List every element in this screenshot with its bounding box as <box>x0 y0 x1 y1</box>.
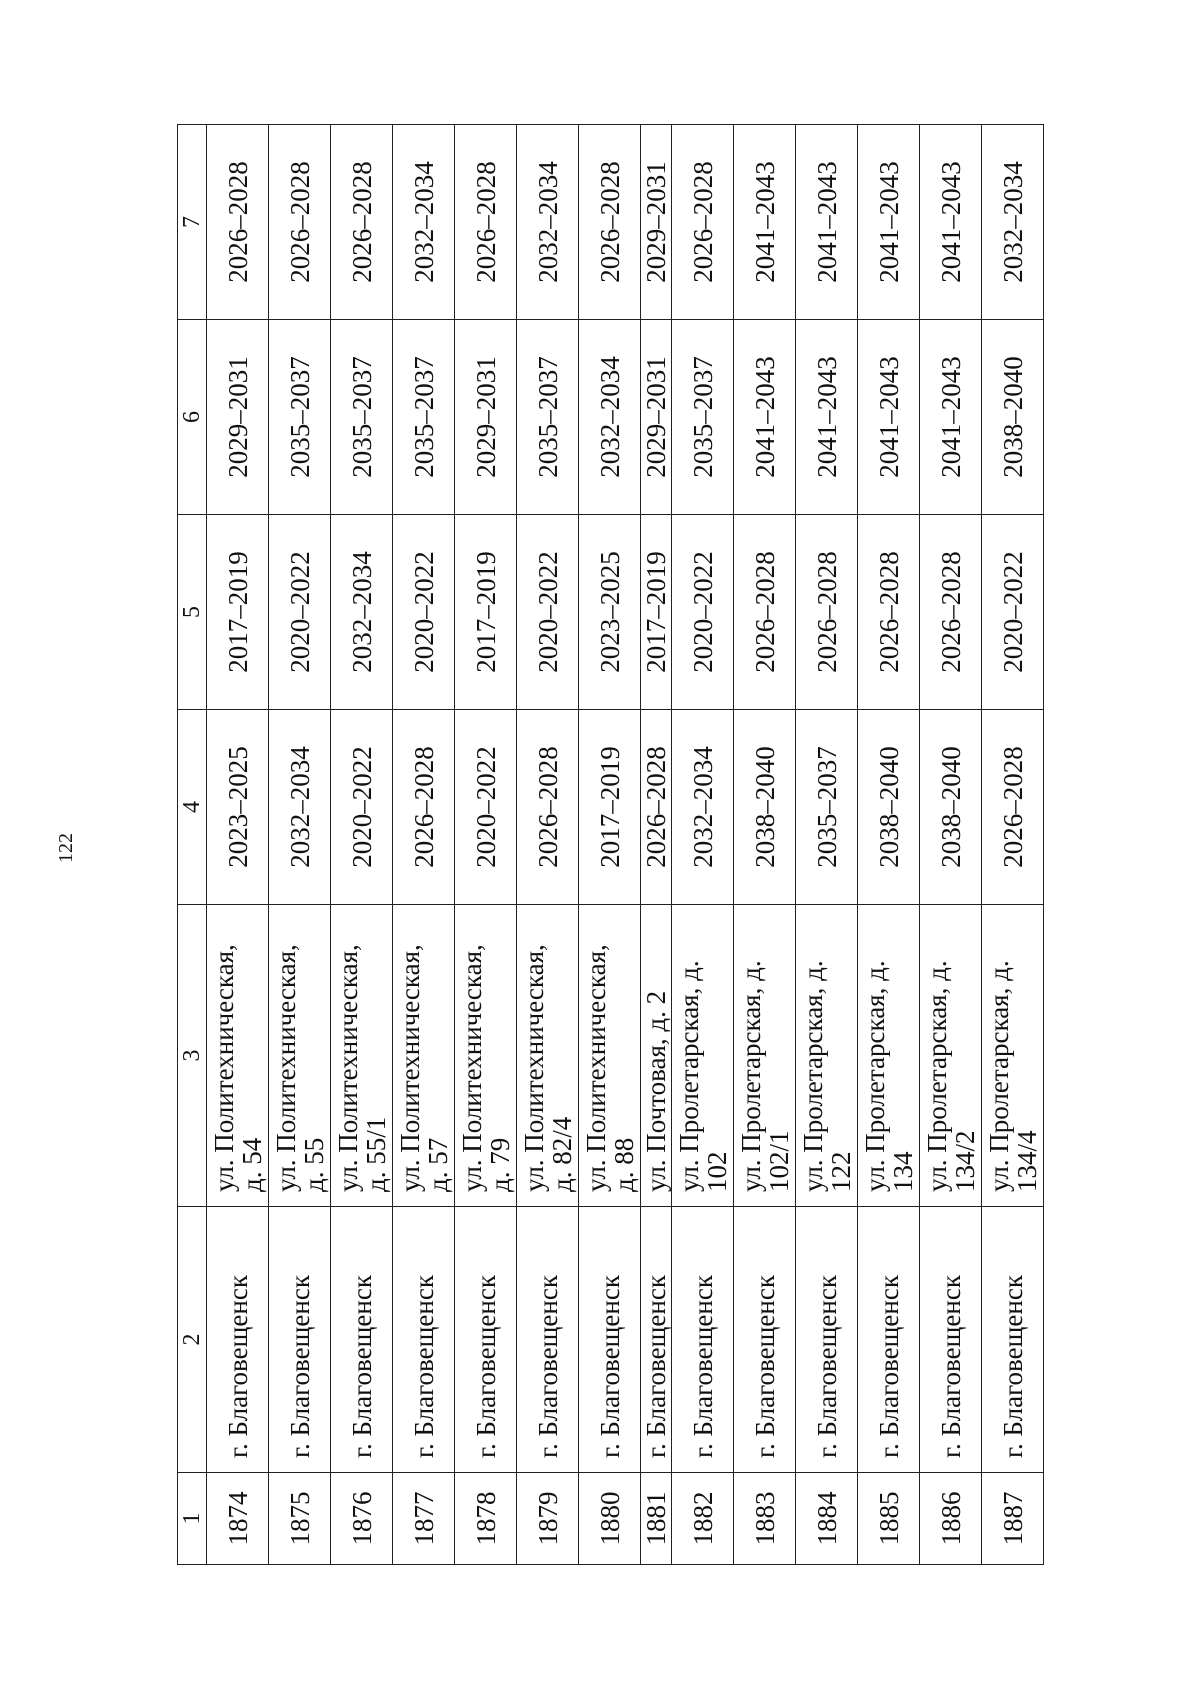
period-col6-cell: 2032–2034 <box>579 320 641 515</box>
row-number: 1884 <box>796 1473 858 1565</box>
row-number: 1875 <box>269 1473 331 1565</box>
address-cell: ул. Пролетарская, д. 102/1 <box>734 905 796 1207</box>
period-col5-cell: 2017–2019 <box>641 515 672 710</box>
header-cell-1: 1 <box>178 1473 207 1565</box>
table-row <box>579 125 641 1565</box>
table-row <box>269 125 331 1565</box>
period-col4-cell: 2026–2028 <box>641 710 672 905</box>
city-cell: г. Благовещенск <box>982 1207 1044 1473</box>
period-col5-cell: 2026–2028 <box>734 515 796 710</box>
period-col4-cell: 2035–2037 <box>796 710 858 905</box>
period-col5-cell: 2023–2025 <box>579 515 641 710</box>
row-number: 1876 <box>331 1473 393 1565</box>
period-col5-cell: 2026–2028 <box>858 515 920 710</box>
period-col6-cell: 2029–2031 <box>207 320 269 515</box>
city-cell: г. Благовещенск <box>269 1207 331 1473</box>
period-col5-cell: 2020–2022 <box>982 515 1044 710</box>
rotated-table-container <box>177 125 1177 1565</box>
period-col6-cell: 2041–2043 <box>734 320 796 515</box>
table-row <box>455 125 517 1565</box>
address-cell: ул. Политехническая, д. 82/4 <box>517 905 579 1207</box>
period-col4-cell: 2026–2028 <box>982 710 1044 905</box>
row-number: 1885 <box>858 1473 920 1565</box>
schedule-table <box>177 124 1044 1565</box>
period-col4-cell: 2038–2040 <box>734 710 796 905</box>
row-number: 1886 <box>920 1473 982 1565</box>
table-row <box>207 125 269 1565</box>
period-col5-cell: 2020–2022 <box>393 515 455 710</box>
address-cell: ул. Политехническая, д. 79 <box>455 905 517 1207</box>
page-number: 122 <box>55 833 77 863</box>
period-col5-cell: 2020–2022 <box>517 515 579 710</box>
period-col7-cell: 2026–2028 <box>207 125 269 320</box>
period-col6-cell: 2038–2040 <box>982 320 1044 515</box>
city-cell: г. Благовещенск <box>393 1207 455 1473</box>
address-cell: ул. Пролетарская, д. 122 <box>796 905 858 1207</box>
period-col7-cell: 2041–2043 <box>796 125 858 320</box>
row-number: 1880 <box>579 1473 641 1565</box>
period-col7-cell: 2041–2043 <box>734 125 796 320</box>
period-col6-cell: 2029–2031 <box>641 320 672 515</box>
row-number: 1887 <box>982 1473 1044 1565</box>
table-row <box>393 125 455 1565</box>
row-number: 1879 <box>517 1473 579 1565</box>
city-cell: г. Благовещенск <box>858 1207 920 1473</box>
city-cell: г. Благовещенск <box>672 1207 734 1473</box>
period-col7-cell: 2026–2028 <box>579 125 641 320</box>
period-col5-cell: 2017–2019 <box>455 515 517 710</box>
table-row <box>517 125 579 1565</box>
address-cell: ул. Пролетарская, д. 134/2 <box>920 905 982 1207</box>
period-col7-cell: 2041–2043 <box>920 125 982 320</box>
period-col5-cell: 2020–2022 <box>672 515 734 710</box>
city-cell: г. Благовещенск <box>207 1207 269 1473</box>
table-row <box>796 125 858 1565</box>
period-col7-cell: 2029–2031 <box>641 125 672 320</box>
address-cell: ул. Политехническая, д. 55 <box>269 905 331 1207</box>
address-cell: ул. Политехническая, д. 88 <box>579 905 641 1207</box>
period-col4-cell: 2020–2022 <box>331 710 393 905</box>
header-row <box>178 125 207 1565</box>
period-col6-cell: 2035–2037 <box>393 320 455 515</box>
period-col7-cell: 2041–2043 <box>858 125 920 320</box>
period-col5-cell: 2026–2028 <box>920 515 982 710</box>
period-col6-cell: 2035–2037 <box>517 320 579 515</box>
row-number: 1877 <box>393 1473 455 1565</box>
header-cell-6: 6 <box>178 320 207 515</box>
period-col5-cell: 2020–2022 <box>269 515 331 710</box>
table-row <box>982 125 1044 1565</box>
table-row <box>331 125 393 1565</box>
header-cell-3: 3 <box>178 905 207 1207</box>
address-cell: ул. Политехническая, д. 54 <box>207 905 269 1207</box>
city-cell: г. Благовещенск <box>796 1207 858 1473</box>
table-row <box>920 125 982 1565</box>
row-number: 1883 <box>734 1473 796 1565</box>
period-col7-cell: 2026–2028 <box>455 125 517 320</box>
period-col7-cell: 2026–2028 <box>672 125 734 320</box>
row-number: 1878 <box>455 1473 517 1565</box>
period-col5-cell: 2026–2028 <box>796 515 858 710</box>
table-row <box>858 125 920 1565</box>
period-col7-cell: 2032–2034 <box>982 125 1044 320</box>
city-cell: г. Благовещенск <box>455 1207 517 1473</box>
city-cell: г. Благовещенск <box>641 1207 672 1473</box>
period-col7-cell: 2026–2028 <box>331 125 393 320</box>
period-col4-cell: 2017–2019 <box>579 710 641 905</box>
table-row <box>641 125 672 1565</box>
period-col6-cell: 2035–2037 <box>269 320 331 515</box>
period-col7-cell: 2032–2034 <box>393 125 455 320</box>
period-col4-cell: 2038–2040 <box>858 710 920 905</box>
city-cell: г. Благовещенск <box>734 1207 796 1473</box>
period-col5-cell: 2032–2034 <box>331 515 393 710</box>
table-row <box>734 125 796 1565</box>
period-col7-cell: 2032–2034 <box>517 125 579 320</box>
header-cell-4: 4 <box>178 710 207 905</box>
table-row <box>672 125 734 1565</box>
address-cell: ул. Политехническая, д. 55/1 <box>331 905 393 1207</box>
header-cell-5: 5 <box>178 515 207 710</box>
period-col4-cell: 2032–2034 <box>269 710 331 905</box>
table-body <box>207 125 1044 1565</box>
address-cell: ул. Политехническая, д. 57 <box>393 905 455 1207</box>
period-col4-cell: 2020–2022 <box>455 710 517 905</box>
city-cell: г. Благовещенск <box>579 1207 641 1473</box>
period-col6-cell: 2035–2037 <box>331 320 393 515</box>
header-cell-7: 7 <box>178 125 207 320</box>
city-cell: г. Благовещенск <box>517 1207 579 1473</box>
row-number: 1881 <box>641 1473 672 1565</box>
period-col4-cell: 2038–2040 <box>920 710 982 905</box>
period-col6-cell: 2041–2043 <box>858 320 920 515</box>
period-col4-cell: 2026–2028 <box>517 710 579 905</box>
address-cell: ул. Пролетарская, д. 102 <box>672 905 734 1207</box>
period-col4-cell: 2032–2034 <box>672 710 734 905</box>
period-col6-cell: 2041–2043 <box>796 320 858 515</box>
city-cell: г. Благовещенск <box>920 1207 982 1473</box>
address-cell: ул. Пролетарская, д. 134 <box>858 905 920 1207</box>
period-col6-cell: 2035–2037 <box>672 320 734 515</box>
period-col4-cell: 2023–2025 <box>207 710 269 905</box>
city-cell: г. Благовещенск <box>331 1207 393 1473</box>
period-col6-cell: 2041–2043 <box>920 320 982 515</box>
header-cell-2: 2 <box>178 1207 207 1473</box>
period-col5-cell: 2017–2019 <box>207 515 269 710</box>
period-col4-cell: 2026–2028 <box>393 710 455 905</box>
row-number: 1882 <box>672 1473 734 1565</box>
address-cell: ул. Пролетарская, д. 134/4 <box>982 905 1044 1207</box>
period-col7-cell: 2026–2028 <box>269 125 331 320</box>
address-cell: ул. Почтовая, д. 2 <box>641 905 672 1207</box>
period-col6-cell: 2029–2031 <box>455 320 517 515</box>
row-number: 1874 <box>207 1473 269 1565</box>
